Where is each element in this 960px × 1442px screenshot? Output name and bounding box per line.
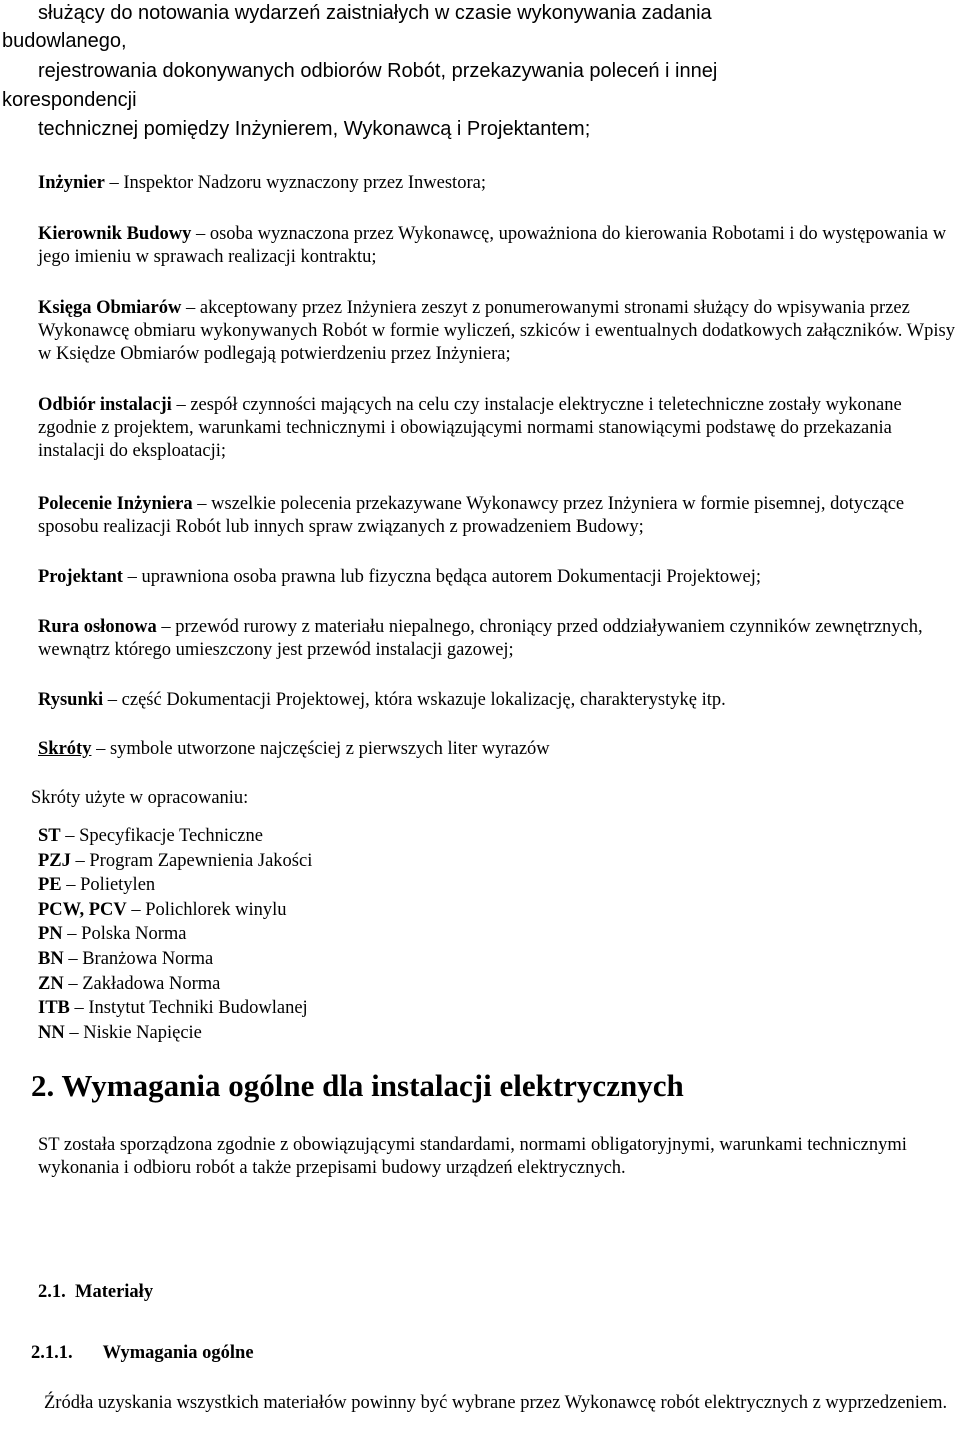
definition-dash: – xyxy=(181,298,200,318)
section-heading: 2. Wymagania ogólne dla instalacji elektrycznych xyxy=(31,1068,684,1103)
definition-rura-oslonowa xyxy=(38,616,958,662)
intro-line: budowlanego, xyxy=(2,30,127,52)
definition-term: Księga Obmiarów xyxy=(38,298,182,318)
abbreviation: NN xyxy=(38,1022,65,1043)
definition-ksiega-obmiarow xyxy=(38,297,958,366)
abbreviation-description: Polietylen xyxy=(80,875,156,896)
intro-line: służący do notowania wydarzeń zaistniałych w czasie wykonywania zadania xyxy=(38,2,712,24)
definition-dash: – xyxy=(156,617,176,637)
definition-term: Kierownik Budowy xyxy=(38,224,192,244)
abbreviations-heading: Skróty użyte w opracowaniu: xyxy=(31,788,249,808)
subsection-number: 2.1. xyxy=(38,1282,66,1302)
list-item: NN – Niskie Napięcie xyxy=(38,1022,202,1043)
definition-text: część Dokumentacji Projektowej, która wskazuje lokalizację, charakterystykę itp. xyxy=(121,690,726,710)
list-item: PZJ – Program Zapewnienia Jakości xyxy=(38,850,313,871)
abbreviation-description: Niskie Napięcie xyxy=(83,1022,202,1043)
subsection-number: 2.1.1. xyxy=(31,1343,73,1363)
list-item: BN – Branżowa Norma xyxy=(38,948,214,969)
definition-text: akceptowany przez Inżyniera zeszyt z ponumerowanymi stronami służący do wpisywania przez Wykonawcę obmiaru wykonywanych Robót w formie wyliczeń, szkiców i ewentualnych dodatkowych załączników. Wpisy w Księdze Obmiarów podlegają potwierdzeniu przez Inżyniera; xyxy=(38,298,955,364)
definition-term: Polecenie Inżyniera xyxy=(38,494,193,514)
abbreviation-description: Polichlorek winylu xyxy=(145,899,287,920)
abbreviation: ITB xyxy=(38,998,70,1019)
definition-text: wszelkie polecenia przekazywane Wykonawcy przez Inżyniera w formie pisemnej, dotyczące sposobu realizacji Robót lub innych spraw związanych z prowadzeniem Budowy; xyxy=(38,494,905,537)
list-item: PN – Polska Norma xyxy=(38,924,187,945)
abbreviation-description: Polska Norma xyxy=(81,924,187,945)
abbreviation-list xyxy=(38,824,312,1045)
abbreviation: ST xyxy=(38,826,61,846)
definition-odbior-instalacji xyxy=(38,394,958,463)
subsection-title: Materiały xyxy=(75,1282,154,1302)
definition-term: Projektant xyxy=(38,567,123,587)
abbreviation-description: Zakładowa Norma xyxy=(82,973,221,994)
definition-text: przewód rurowy z materiału niepalnego, chroniący przed oddziaływaniem czynników zewnętrznych, wewnątrz którego umieszczony jest przewód instalacji gazowej; xyxy=(38,617,923,660)
definition-term: Rysunki xyxy=(38,690,104,710)
subsection-heading-2-1 xyxy=(38,1282,153,1303)
list-item: PCW, PCV – Polichlorek winylu xyxy=(38,899,287,920)
abbreviation: BN xyxy=(38,948,64,969)
definition-dash: – xyxy=(122,567,142,587)
definition-dash: – xyxy=(91,739,110,759)
definition-text: symbole utworzone najczęściej z pierwszych liter wyrazów xyxy=(109,739,550,759)
definition-dash: – xyxy=(103,690,122,710)
intro-line: technicznej pomiędzy Inżynierem, Wykonawcą i Projektantem; xyxy=(38,118,591,140)
definition-text: uprawniona osoba prawna lub fizyczna będąca autorem Dokumentacji Projektowej; xyxy=(141,567,761,587)
definition-projektant xyxy=(38,566,958,589)
definition-term: Odbiór instalacji xyxy=(38,395,172,415)
definition-text: Inspektor Nadzoru wyznaczony przez Inwestora; xyxy=(123,173,486,193)
abbreviation-description: Program Zapewnienia Jakości xyxy=(89,850,313,871)
definition-term: Skróty xyxy=(38,739,92,759)
definition-skroty xyxy=(38,738,958,761)
intro-line: rejestrowania dokonywanych odbiorów Robót, przekazywania poleceń i innej xyxy=(38,60,718,82)
definition-dash: – xyxy=(171,395,191,415)
abbreviation: PZJ xyxy=(38,850,71,871)
list-item: PE – Polietylen xyxy=(38,875,156,896)
definition-term: Rura osłonowa xyxy=(38,617,157,637)
definition-dash: – xyxy=(192,494,212,514)
definition-polecenie-inzyniera xyxy=(38,493,958,539)
list-item: ITB – Instytut Techniki Budowlanej xyxy=(38,998,308,1019)
definition-text: osoba wyznaczona przez Wykonawcę, upoważniona do kierowania Robotami i do występowania w jego imieniu w sprawach realizacji kontraktu; xyxy=(38,224,947,267)
definition-dash: – xyxy=(191,224,210,244)
abbreviation: PE xyxy=(38,875,62,896)
abbreviation: ZN xyxy=(38,973,64,994)
abbreviation-description: Instytut Techniki Budowlanej xyxy=(88,998,308,1019)
definition-inzynier xyxy=(38,172,958,195)
abbreviation: PCW, PCV xyxy=(38,899,127,920)
definition-rysunki xyxy=(38,689,958,712)
definition-dash: – xyxy=(104,173,124,193)
abbreviation-description: Branżowa Norma xyxy=(82,948,214,969)
subsection-heading-2-1-1 xyxy=(31,1343,254,1364)
abbreviation: PN xyxy=(38,924,63,945)
subsection-title: Wymagania ogólne xyxy=(102,1343,254,1363)
list-item: ST – Specyfikacje Techniczne xyxy=(38,826,263,846)
abbreviation-description: Specyfikacje Techniczne xyxy=(79,826,263,846)
definition-text: zespół czynności mających na celu czy instalacje elektryczne i teletechniczne zostały wykonane zgodnie z projektem, warunkami technicznymi i obowiązującymi normami stanowiącymi podstawę do przekazania instalacji do eksploatacji; xyxy=(38,395,902,461)
intro-line: korespondencji xyxy=(2,89,137,111)
list-item: ZN – Zakładowa Norma xyxy=(38,973,221,994)
definition-term: Inżynier xyxy=(38,173,105,193)
definition-kierownik-budowy xyxy=(38,223,958,269)
section-paragraph: Źródła uzyskania wszystkich materiałów powinny być wybrane przez Wykonawcę robót elektrycznych z wyprzedzeniem. xyxy=(44,1393,948,1413)
section-paragraph: ST została sporządzona zgodnie z obowiązującymi standardami, normami obligatoryjnymi, warunkami technicznymi wykonania i odbioru robót a także przepisami budowy urządzeń elektrycznych. xyxy=(38,1135,907,1178)
